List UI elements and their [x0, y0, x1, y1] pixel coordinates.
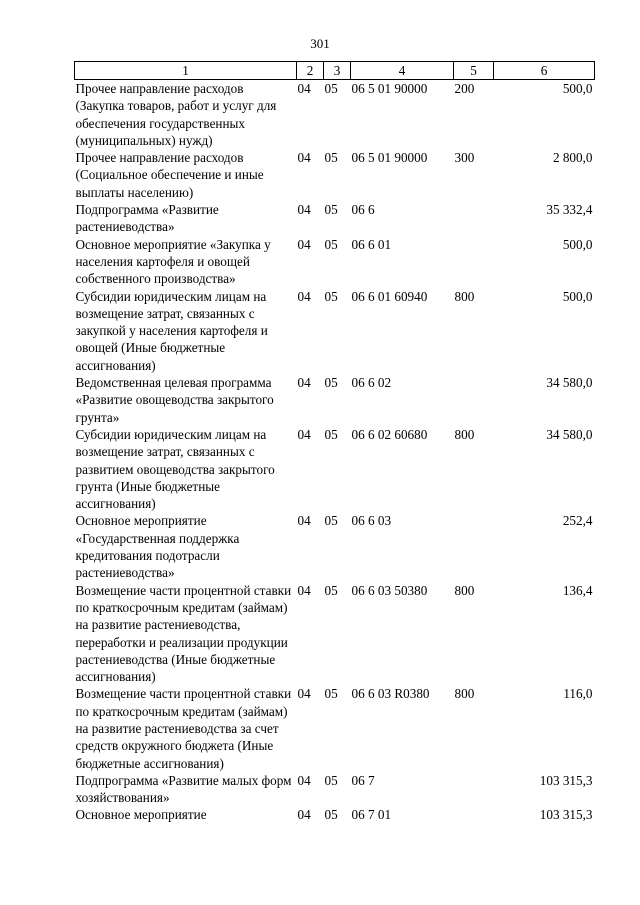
row-name: Возмещение части процентной ставки по краткосрочным кредитам (займам) на развитие растениеводства за счет средств окружного бюджета (Иные бюджетные ассигнования)	[75, 686, 292, 771]
row-section: 04	[297, 202, 311, 218]
table-row	[75, 806, 595, 823]
row-amount: 116,0	[563, 686, 593, 702]
row-name: Ведомственная целевая программа «Развитие овощеводства закрытого грунта»	[75, 375, 274, 425]
row-name: Субсидии юридическим лицам на возмещение затрат, связанных с развитием овощеводства закрытого грунта (Иные бюджетные ассигнования)	[75, 426, 275, 512]
row-amount: 252,4	[562, 513, 593, 529]
row-amount: 103 315,3	[539, 807, 593, 823]
table-row	[75, 512, 595, 581]
row-subsection: 05	[324, 772, 338, 788]
row-subsection: 05	[324, 686, 338, 702]
row-subsection: 05	[324, 202, 338, 218]
row-expense-type	[454, 512, 494, 581]
row-name: Прочее направление расходов (Социальное обеспечение и иные выплаты населению)	[75, 150, 264, 200]
row-expense-type	[454, 236, 494, 288]
table-row	[75, 236, 595, 288]
row-subsection: 05	[324, 150, 338, 166]
row-amount: 500,0	[562, 81, 593, 96]
row-amount: 136,4	[562, 582, 593, 598]
row-subsection: 05	[324, 236, 338, 252]
table-row	[75, 772, 595, 807]
row-section: 04	[297, 236, 311, 252]
row-expense-type: 200	[454, 81, 475, 96]
row-name: Подпрограмма «Развитие малых форм хозяйствования»	[75, 772, 292, 806]
row-target-article: 06 5 01 90000	[351, 150, 428, 166]
row-name: Возмещение части процентной ставки по краткосрочным кредитам (займам) на развитие растениеводства, переработки и реализации продукции растениеводства (Иные бюджетные ассигнования)	[75, 582, 292, 685]
column-header-section: 2	[297, 62, 324, 80]
row-target-article: 06 6 01	[351, 236, 392, 252]
row-expense-type: 300	[454, 150, 475, 166]
row-target-article: 06 6 02	[351, 375, 392, 391]
row-expense-type: 800	[454, 686, 475, 702]
budget-table	[74, 61, 595, 824]
row-name: Субсидии юридическим лицам на возмещение затрат, связанных с закупкой у населения картофеля и овощей (Иные бюджетные ассигнования)	[75, 288, 268, 373]
row-target-article: 06 7	[351, 772, 375, 788]
row-name: Подпрограмма «Развитие растениеводства»	[75, 202, 219, 235]
row-amount: 35 332,4	[546, 202, 593, 218]
row-name: Основное мероприятие «Закупка у населения картофеля и овощей собственного производства»	[75, 236, 271, 287]
row-target-article: 06 6 02 60680	[351, 426, 428, 442]
table-row	[75, 374, 595, 426]
column-header-subsection: 3	[324, 62, 351, 80]
row-expense-type	[454, 772, 494, 807]
table-row	[75, 80, 595, 150]
table-row	[75, 582, 595, 686]
table-row	[75, 685, 595, 771]
row-expense-type	[454, 201, 494, 236]
row-target-article: 06 7 01	[351, 807, 392, 823]
column-header-expense-type: 5	[454, 62, 494, 80]
row-amount: 103 315,3	[539, 772, 593, 788]
row-expense-type: 800	[454, 288, 475, 304]
row-amount: 2 800,0	[552, 150, 593, 166]
row-name: Основное мероприятие	[75, 807, 207, 823]
row-subsection: 05	[324, 426, 338, 442]
row-section: 04	[297, 426, 311, 442]
row-expense-type: 800	[454, 426, 475, 442]
row-expense-type	[454, 806, 494, 823]
column-header-amount: 6	[494, 62, 595, 80]
row-subsection: 05	[324, 582, 338, 598]
row-section: 04	[297, 81, 311, 96]
table-row	[75, 201, 595, 236]
row-subsection: 05	[324, 81, 338, 96]
row-section: 04	[297, 375, 311, 391]
row-target-article: 06 6 01 60940	[351, 288, 428, 304]
row-amount: 500,0	[562, 288, 593, 304]
row-target-article: 06 5 01 90000	[351, 81, 428, 96]
table-row	[75, 426, 595, 512]
row-name: Прочее направление расходов (Закупка товаров, работ и услуг для обеспечения государственных (муниципальных) нужд)	[75, 81, 277, 148]
column-header-name: 1	[75, 62, 297, 80]
row-subsection: 05	[324, 288, 338, 304]
row-amount: 500,0	[562, 236, 593, 252]
row-section: 04	[297, 288, 311, 304]
row-expense-type: 800	[454, 582, 475, 598]
row-target-article: 06 6	[351, 202, 375, 218]
row-target-article: 06 6 03	[351, 513, 392, 529]
row-amount: 34 580,0	[546, 375, 593, 391]
table-body	[75, 80, 595, 824]
row-amount: 34 580,0	[546, 426, 593, 442]
row-section: 04	[297, 582, 311, 598]
row-subsection: 05	[324, 513, 338, 529]
row-target-article: 06 6 03 R0380	[351, 686, 430, 702]
row-section: 04	[297, 807, 311, 823]
table-header-row	[75, 62, 595, 80]
row-subsection: 05	[324, 807, 338, 823]
row-expense-type	[454, 374, 494, 426]
column-header-target-article: 4	[351, 62, 454, 80]
row-subsection: 05	[324, 375, 338, 391]
row-section: 04	[297, 772, 311, 788]
row-name: Основное мероприятие «Государственная поддержка кредитования подотрасли растениеводства»	[75, 513, 240, 581]
page-number: 301	[310, 36, 330, 51]
row-section: 04	[297, 150, 311, 166]
row-section: 04	[297, 686, 311, 702]
table-row	[75, 149, 595, 201]
row-section: 04	[297, 513, 311, 529]
table-row	[75, 288, 595, 374]
row-target-article: 06 6 03 50380	[351, 582, 428, 598]
